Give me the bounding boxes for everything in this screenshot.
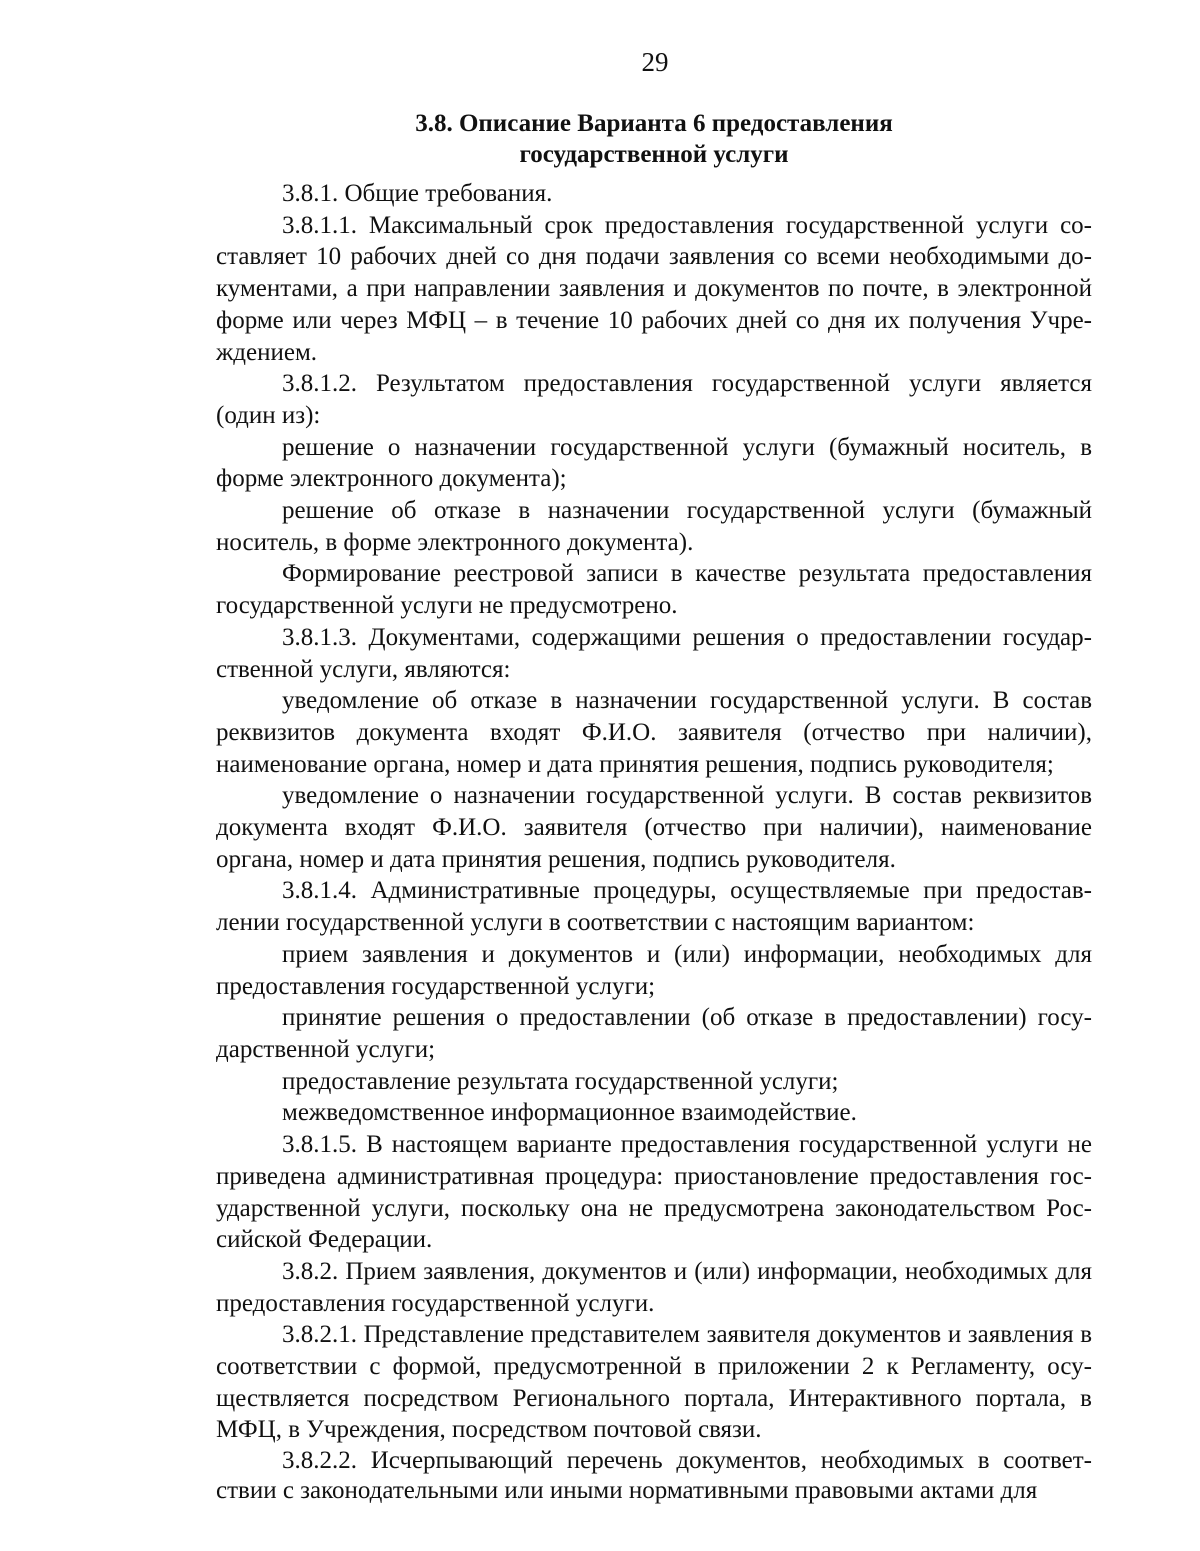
result-item-refusal: решение об отказе в назначении государственной услуги (бумажный носитель, в форме электронного документа). [216,497,1092,556]
section-heading [216,108,1092,170]
paragraph-3-8-1-5: 3.8.1.5. В настоящем варианте предоставления государственной услуги не приведена административная процедура: приостановление предоставления государственной услуги, поскольку она не предусмотрена законодательством Российской Федерации. [216,1131,1092,1254]
paragraph-registry-record: Формирование реестровой записи в качестве результата предоставления государственной услуги не предусмотрено. [216,560,1092,620]
paragraph-3-8-1-4: 3.8.1.4. Административные процедуры, осуществляемые при предоставлении государственной услуги в соответствии с настоящим вариантом: [216,877,1092,937]
procedure-item-interaction: межведомственное информационное взаимодействие. [282,1099,857,1127]
procedure-item-reception: прием заявления и документов и (или) информации, необходимых для предоставления государственной услуги; [216,940,1092,1000]
section-heading-line-2: государственной услуги [519,141,789,168]
procedure-item-decision: принятие решения о предоставлении (об отказе в предоставлении) государственной услуги; [216,1004,1092,1063]
page-number: 29 [641,47,669,77]
document-item-approval-notice: уведомление о назначении государственной услуги. В состав реквизитов документа входят Ф.И.О. заявителя (отчество при наличии), наименование органа, номер и дата принятия решения, подпись руководителя. [216,782,1092,873]
procedure-item-result: предоставление результата государственной услуги; [282,1067,839,1095]
paragraph-3-8-1-2: 3.8.1.2. Результатом предоставления государственной услуги является (один из): [216,370,1092,429]
section-heading-line-1: 3.8. Описание Варианта 6 предоставления [415,110,893,137]
paragraph-3-8-1: 3.8.1. Общие требования. [282,180,553,207]
document-item-refusal-notice: уведомление об отказе в назначении государственной услуги. В состав реквизитов документа входят Ф.И.О. заявителя (отчество при наличии), наименование органа, номер и дата принятия решения, подпись руководителя; [216,687,1092,778]
paragraph-3-8-1-1: 3.8.1.1. Максимальный срок предоставления государственной услуги составляет 10 рабочих дней со дня подачи заявления со всеми необходимыми документами, а при направлении заявления и документов по почте, в электронной форме или через МФЦ – в течение 10 рабочих дней со дня их получения Учреждением. [216,211,1092,366]
paragraph-3-8-2: 3.8.2. Прием заявления, документов и (или) информации, необходимых для предоставления государственной услуги. [216,1257,1092,1317]
paragraph-3-8-2-1: 3.8.2.1. Представление представителем заявителя документов и заявления в соответствии с формой, предусмотренной в приложении 2 к Регламенту, осуществляется посредством Регионального портала, Интерактивного портала, в МФЦ, в Учреждения, посредством почтовой связи. [216,1321,1092,1444]
paragraph-3-8-1-3: 3.8.1.3. Документами, содержащими решения о предоставлении государственной услуги, являются: [216,623,1092,683]
paragraph-3-8-2-2: 3.8.2.2. Исчерпывающий перечень документов, необходимых в соответствии с законодательными или иными нормативными правовыми актами для [216,1447,1092,1505]
result-item-approval: решение о назначении государственной услуги (бумажный носитель, в форме электронного документа); [216,433,1092,493]
document-body [216,178,1092,1506]
